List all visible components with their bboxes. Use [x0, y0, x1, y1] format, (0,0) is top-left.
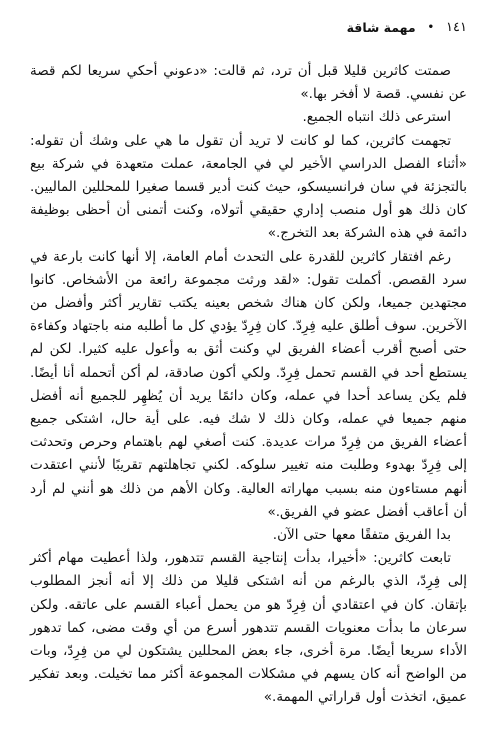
- paragraph: استرعى ذلك انتباه الجميع.: [302, 109, 451, 126]
- body-text: [30, 60, 467, 710]
- paragraph: بدا الفريق متفقًا معها حتى الآن.: [272, 527, 451, 544]
- paragraph: صمتت كاثرين قليلا قبل أن ترد، ثم قالت: «دعوني أحكي سريعا لكم قصة عن نفسي. قصة لا أفخر بها.»: [30, 63, 467, 103]
- paragraph: تجهمت كاثرين، كما لو كانت لا تريد أن تقول ما هي على وشك أن تقوله: «أثناء الفصل الدراسي الأخير لي في الجامعة، عملت متعهدة في شركة بيع بالتجزئة في سان فرانسيسكو، حيث كنت أدير قسما صغيرا للمحللين الماليين. كان ذلك هو أول منصب إداري حقيقي أتولاه، وكنت أتمنى أن أحظى بوظيفة دائمة في هذه الشركة بعد التخرج.»: [30, 132, 467, 242]
- paragraph: تابعت كاثرين: «أخيرا، بدأت إنتاجية القسم تتدهور، ولذا أعطيت مهام أكثر إلى فِرِدّ، الذي بالرغم من أنه اشتكى قليلا من ذلك إلا أنه أنجز المطلوب بإتقان. كان في اعتقادي أن فِرِدّ هو من يحمل أعباء القسم على عاتقه. ولكن سرعان ما بدأت معنويات القسم تتدهور أسرع من أي وقت مضى، كما تدهور الأداء سريعا أيضًا. مرة أخرى، جاء بعض المحللين يشتكون لي من فِرِدّ، وبات من الواضح أنه كان يسهم في مشكلات المجموعة أكثر مما تخيلت. وبعد تفكير عميق، اتخذت أول قراراتي المهمة.»: [30, 550, 467, 706]
- page-number: ١٤١: [446, 19, 467, 35]
- chapter-title: مهمة شاقة: [346, 19, 416, 35]
- paragraph: رغم افتقار كاثرين للقدرة على التحدث أمام العامة، إلا أنها كانت بارعة في سرد القصص. أكملت تقول: «لقد ورثت مجموعة رائعة من الأشخاص. كانوا مجتهدين جميعا، ولكن كان هناك شخص بعينه يكتب تقارير أكثر وأفضل من الآخرين. سوف أطلق عليه فِرِدّ. كان فِرِدّ يؤدي كل ما أطلبه منه باجتهاد وكفاءة حتى أصبح أقرب أعضاء الفريق لي وكنت أثق به وأعول عليه كثيرا. لكن لم يستطع أحد في القسم تحمل فِرِدّ. ولكي أكون صادقة، لم أكن أتحمله أنا أيضًا. فلم يكن يساعد أحدا في عمله، وكان دائمًا يريد أن يُظهِر للجميع أنه أفضل منهم جميعا في عمله، وكان ذلك لا شك فيه. على أية حال، اشتكى جميع أعضاء الفريق من فِرِدّ مرات عديدة. كنت أصغي لهم باهتمام وحرص وتحدثت إلى فِرِدّ بهدوء وطلبت منه تغيير سلوكه. لكني تجاهلتهم تقريبًا لأنني اعتقدت أنهم مستاءون منه بسبب مهاراته العالية. وكان الأهم من ذلك هو أنني لم أرد أن أعاقب أفضل عضو في الفريق.»: [30, 248, 467, 520]
- running-header: [22, 16, 467, 38]
- header-separator: •: [427, 21, 435, 33]
